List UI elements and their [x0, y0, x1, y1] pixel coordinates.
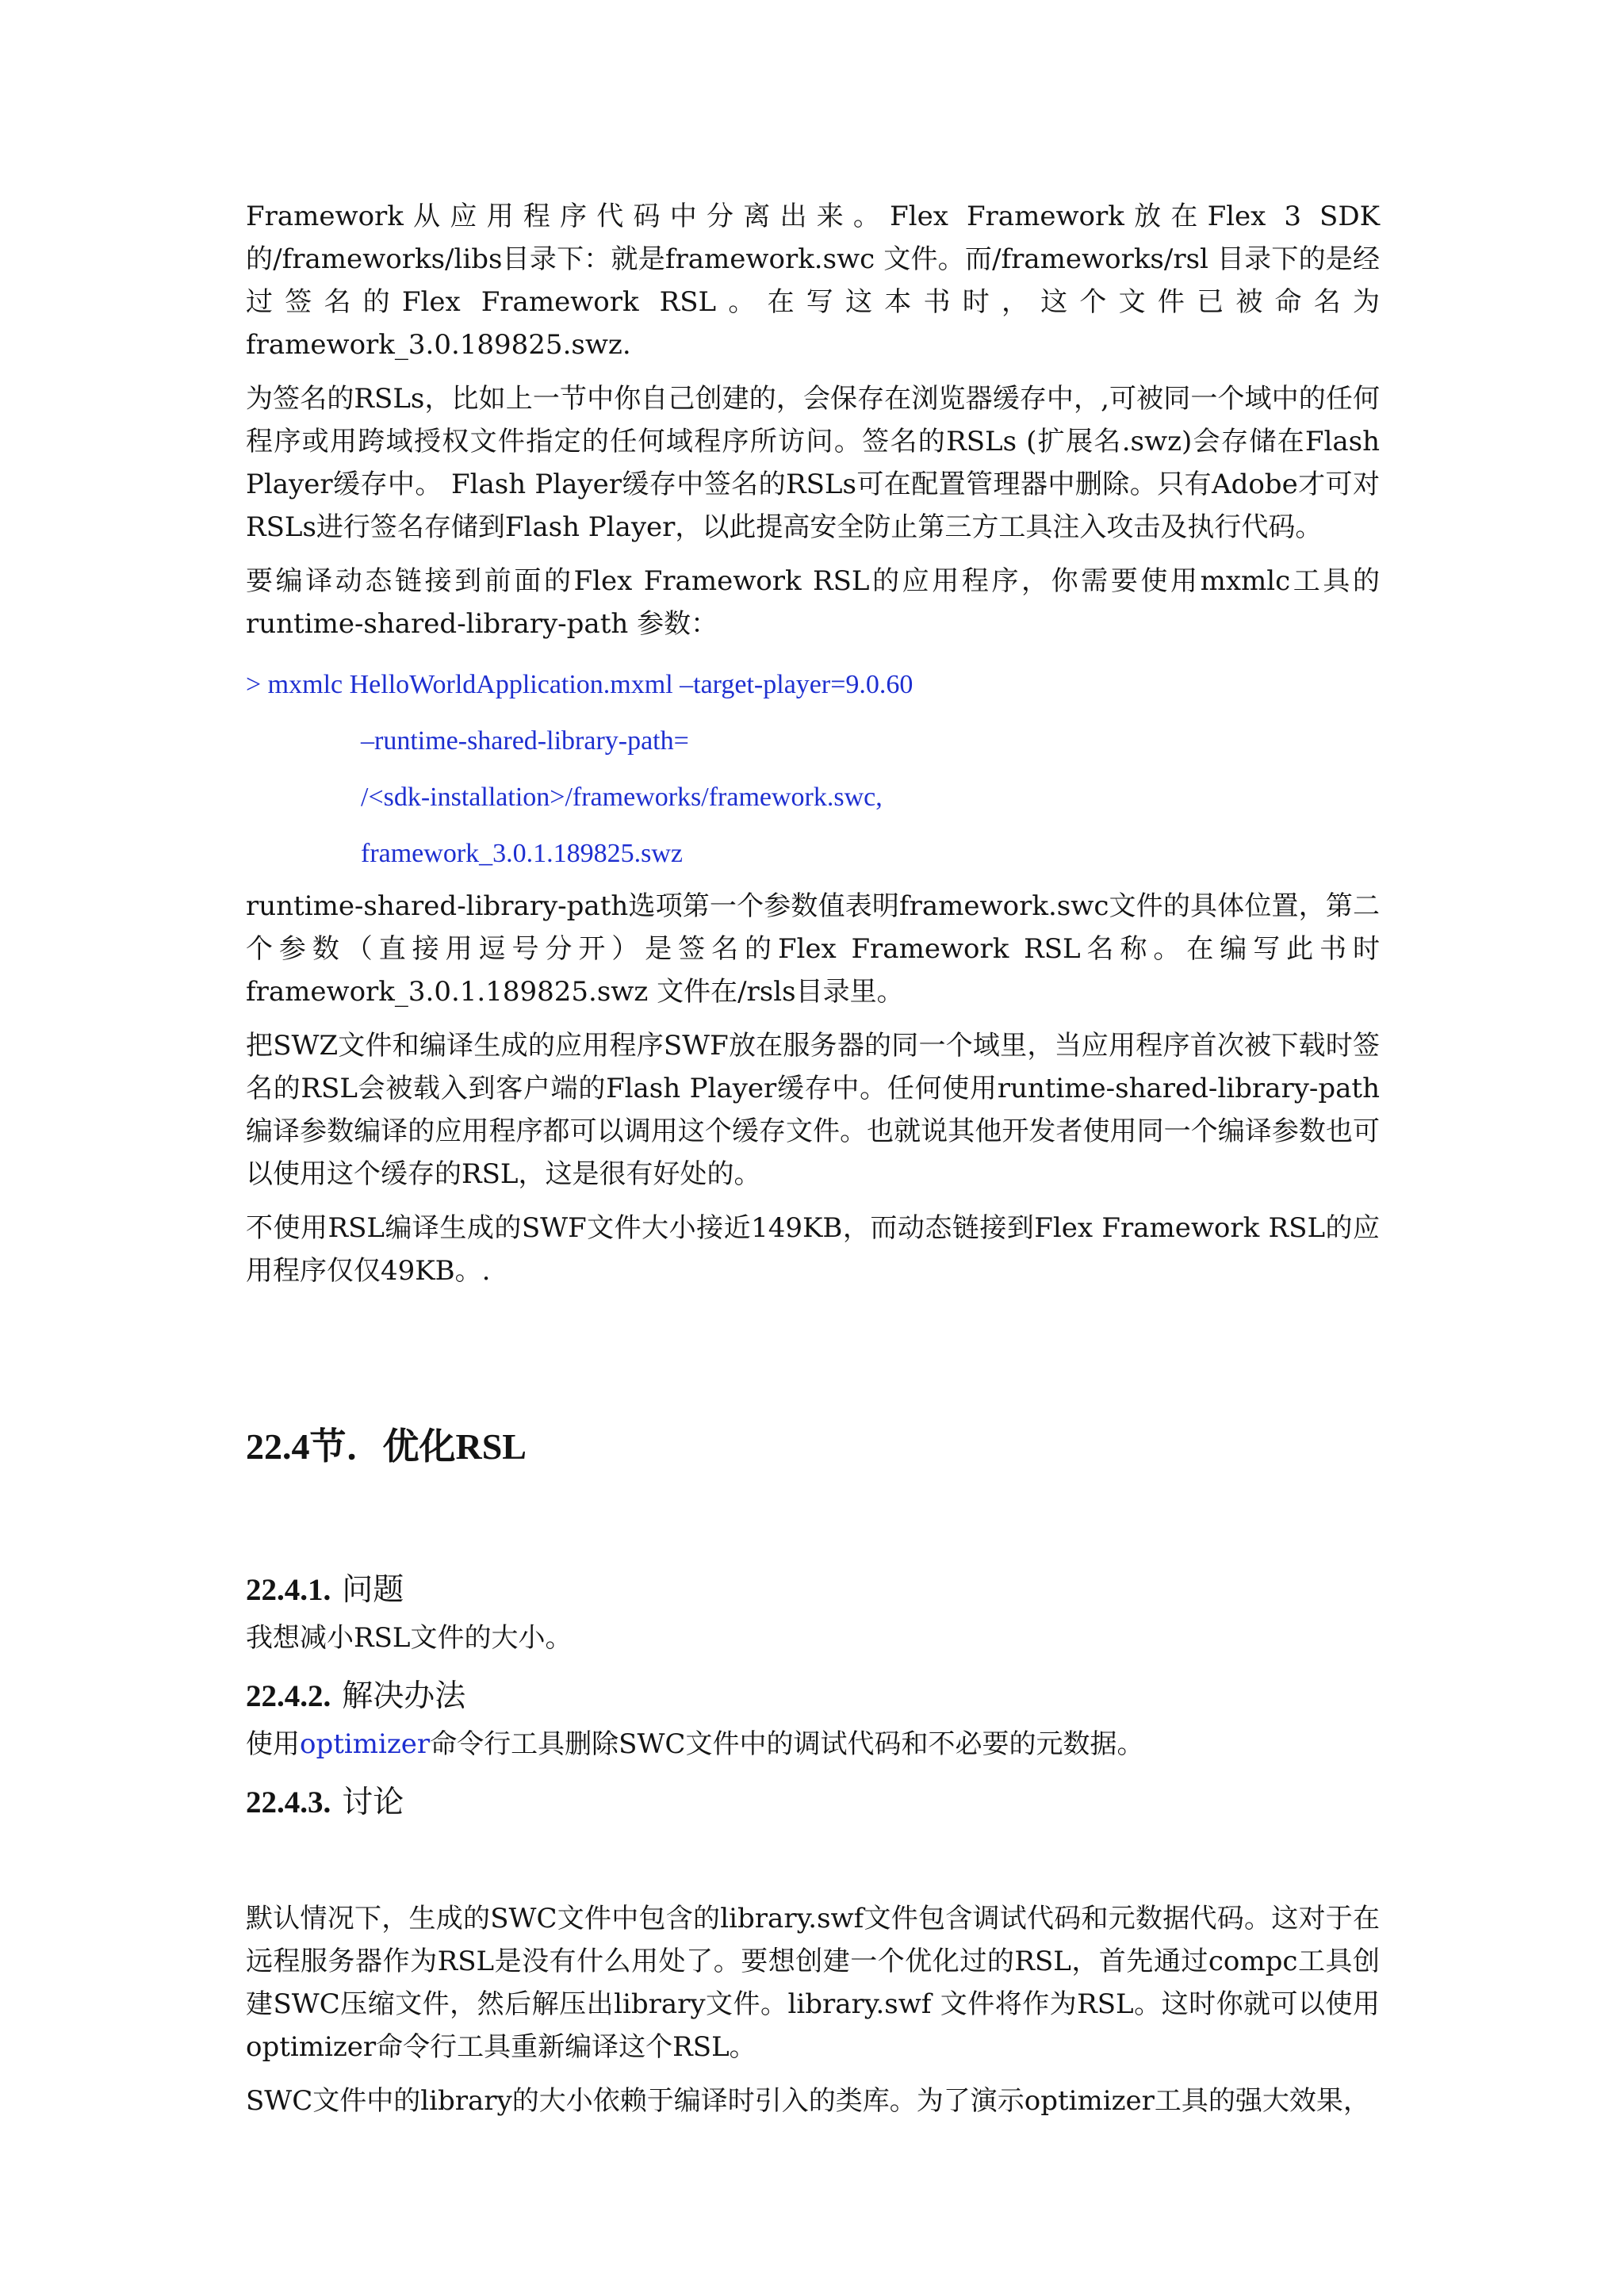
section-label: 节．优化 — [309, 1425, 456, 1468]
optimizer-link[interactable]: optimizer — [300, 1728, 431, 1760]
subsection-discussion-title: 讨论 — [342, 1785, 404, 1820]
code-block — [246, 656, 1380, 882]
discussion-paragraph-library-size: SWC文件中的library的大小依赖于编译时引入的类库。为了演示optimizer工具的强大效果， — [246, 2085, 1370, 2117]
subsection-solution-number: 22.4.2. — [246, 1679, 331, 1713]
code-line-option: –runtime-shared-library-path= — [361, 726, 689, 756]
subsection-discussion-heading — [246, 1777, 1380, 1829]
paragraph-framework-location: Framework从应用程序代码中分离出来。Flex Framework放在Flex 3 SDK的/frameworks/libs目录下：就是framework.swc 文件。而/frameworks/rsl 目录下的是经过签名的Flex Framework RSL。在写这本书时，这个文件已被命名为framework_3.0.189825.swz. — [246, 201, 1380, 361]
subsection-problem-heading — [246, 1564, 1380, 1617]
solution-text-after: 命令行工具删除SWC文件中的调试代码和不必要的元数据。 — [430, 1728, 1144, 1760]
paragraph-file-sizes: 不使用RSL编译生成的SWF文件大小接近149KB，而动态链接到Flex Framework RSL的应用程序仅仅49KB。. — [246, 1212, 1380, 1287]
code-line-command: > mxmlc HelloWorldApplication.mxml –target-player=9.0.60 — [246, 670, 914, 699]
subsection-solution-title: 解决办法 — [342, 1678, 466, 1714]
code-line-swc-path: /<sdk-installation>/frameworks/framework.swc, — [361, 783, 883, 812]
solution-text — [246, 1723, 1380, 1766]
paragraph-swz-deployment: 把SWZ文件和编译生成的应用程序SWF放在服务器的同一个域里，当应用程序首次被下载时签名的RSL会被载入到客户端的Flash Player缓存中。任何使用runtime-shared-library-path编译参数编译的应用程序都可以调用这个缓存文件。也就说其他开发者使用同一个编译参数也可以使用这个缓存的RSL，这是很有好处的。 — [246, 1030, 1380, 1190]
section-heading — [246, 1422, 1380, 1471]
problem-text: 我想减小RSL文件的大小。 — [246, 1622, 573, 1654]
subsection-problem-title: 问题 — [342, 1572, 404, 1608]
paragraph-compile-instructions: 要编译动态链接到前面的Flex Framework RSL的应用程序，你需要使用mxmlc工具的runtime-shared-library-path 参数： — [246, 565, 1380, 640]
discussion-paragraph-default: 默认情况下，生成的SWC文件中包含的library.swf文件包含调试代码和元数据代码。这对于在远程服务器作为RSL是没有什么用处了。要想创建一个优化过的RSL，首先通过compc工具创建SWC压缩文件，然后解压出library文件。library.swf 文件将作为RSL。这时你就可以使用optimizer命令行工具重新编译这个RSL。 — [246, 1903, 1380, 2063]
subsection-solution-heading — [246, 1670, 1380, 1723]
code-line-swz-name: framework_3.0.1.189825.swz — [361, 839, 684, 868]
subsection-problem-number: 22.4.1. — [246, 1573, 331, 1607]
section-number: 22.4 — [246, 1426, 310, 1467]
section-title: RSL — [455, 1426, 527, 1467]
subsection-discussion-number: 22.4.3. — [246, 1785, 331, 1820]
page-content — [246, 195, 1380, 2133]
solution-text-before: 使用 — [246, 1728, 300, 1760]
paragraph-signed-rsls: 为签名的RSLs，比如上一节中你自己创建的，会保存在浏览器缓存中，,可被同一个域中的任何程序或用跨域授权文件指定的任何域程序所访问。签名的RSLs (扩展名.swz)会存储在Flash Player缓存中。 Flash Player缓存中签名的RSLs可在配置管理器中删除。只有Adobe才可对RSLs进行签名存储到Flash Player，以此提高安全防止第三方工具注入攻击及执行代码。 — [246, 383, 1380, 543]
paragraph-option-explanation: runtime-shared-library-path选项第一个参数值表明framework.swc文件的具体位置，第二个参数（直接用逗号分开）是签名的Flex Framework RSL名称。在编写此书时framework_3.0.1.189825.swz 文件在/rsls目录里。 — [246, 890, 1380, 1008]
